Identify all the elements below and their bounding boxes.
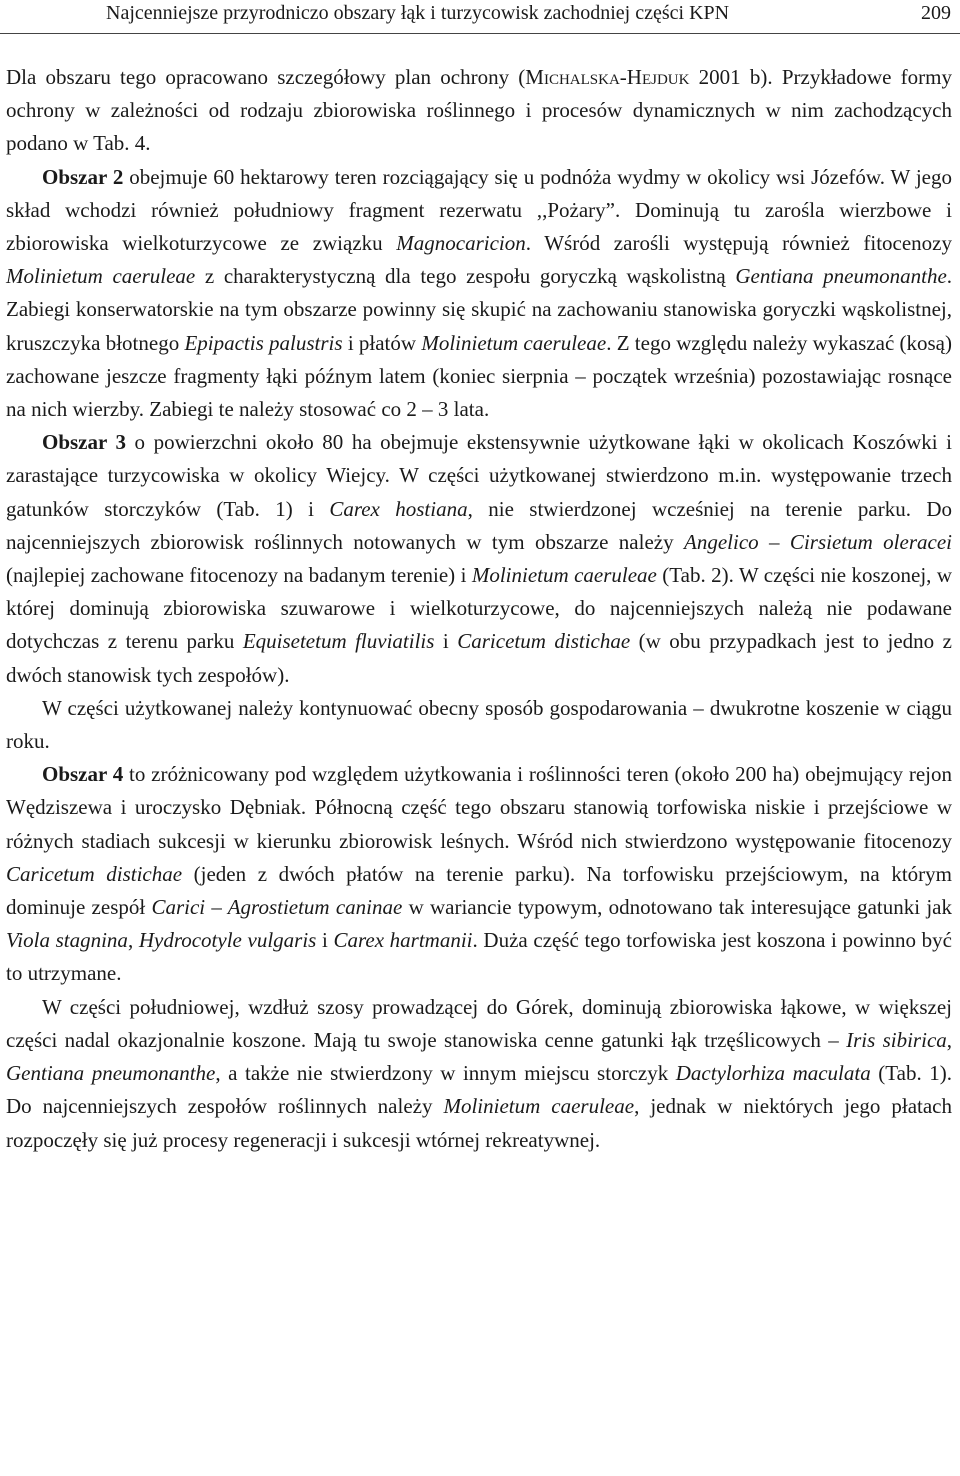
area-heading: Obszar 2 xyxy=(42,164,124,189)
paragraph-6: W części południowej, wzdłuż szosy prowadzącej do Górek, dominują zbiorowiska łąkowe, w większej części nadal okazjonalnie koszone. Mają tu swoje stanowiska cenne gatunki łąk trzęślicowych – Iris sibirica, Gentiana pneumonanthe, a także nie stwierdzony w innym miejscu storczyk Dactylorhiza maculata (Tab. 1). Do najcenniejszych zespołów roślinnych należy Molinietum caeruleae, jednak w niektórych jego płatach rozpoczęły się już procesy regeneracji i sukcesji wtórnej rekreatywnej. xyxy=(6,994,953,1152)
paragraph-4: W części użytkowanej należy kontynuować obecny sposób gospodarowania – dwukrotne koszenie w ciągu roku. xyxy=(6,695,952,754)
header-divider xyxy=(0,33,960,34)
running-header xyxy=(0,0,960,34)
paragraph-1: Dla obszaru tego opracowano szczegółowy plan ochrony (Michalska-Hejduk 2001 b). Przykładowe formy ochrony w zależności od rodzaju zbiorowiska roślinnego i procesów dynamicznych w nim zachodzących podano w Tab. 4. xyxy=(6,65,953,156)
running-title: Najcenniejsze przyrodniczo obszary łąk i turzycowisk zachodniej części KPN xyxy=(106,2,730,24)
paragraph-2: Obszar 2 obejmuje 60 hektarowy teren rozciągający się u podnóża wydmy w okolicy wsi Józefów. W jego skład wchodzi również południowy fragment rezerwatu ,,Pożary”. Dominują tu zarośla wierzbowe i zbiorowiska wielkoturzycowe ze związku Magnocaricion. Wśród zarośli występują również fitocenozy Molinietum caeruleae z charakterystyczną dla tego zespołu goryczką wąskolistną Gentiana pneumonanthe. Zabiegi konserwatorskie na tym obszarze powinny się skupić na zachowaniu stanowiska goryczki wąskolistnej, kruszczyka błotnego Epipactis palustris i płatów Molinietum caeruleae. Z tego względu należy wykaszać (kosą) zachowane jeszcze fragmenty łąki późnym latem (koniec sierpnia – początek września) pozostawiając rosnące na nich wierzby. Zabiegi te należy stosować co 2 – 3 lata. xyxy=(6,164,953,422)
paragraph-3: Obszar 3 o powierzchni około 80 ha obejmuje ekstensywnie użytkowane łąki w okolicach Koszówki i zarastające turzycowiska w okolicy Wiejcy. W części użytkowanej stwierdzono m.in. występowanie trzech gatunków storczyków (Tab. 1) i Carex hostiana, nie stwierdzonej wcześniej na terenie parku. Do najcenniejszych zbiorowisk roślinnych notowanych w tym obszarze należy Angelico – Cirsietum oleracei (najlepiej zachowane fitocenozy na badanym terenie) i Molinietum caeruleae (Tab. 2). W części nie koszonej, w której dominują zbiorowiska szuwarowe i wielkoturzycowe, do najcenniejszych należą nie podawane dotychczas z terenu parku Equisetetum fluviatilis i Caricetum distichae (w obu przypadkach jest to jedno z dwóch stanowisk tych zespołów). xyxy=(6,430,953,687)
page-number: 209 xyxy=(921,2,951,24)
area-heading: Obszar 3 xyxy=(42,430,126,455)
paragraph-5: Obszar 4 to zróżnicowany pod względem użytkowania i roślinności teren (około 200 ha) obejmujący rejon Wędziszewa i uroczysko Dębniak. Północną część tego obszaru stanowią torfowiska niskie i przejściowe w różnych stadiach sukcesji w kierunku zbiorowisk leśnych. Wśród nich stwierdzono występowanie fitocenozy Caricetum distichae (jeden z dwóch płatów na terenie parku). Na torfowisku przejściowym, na którym dominuje zespół Carici – Agrostietum caninae w wariancie typowym, odnotowano tak interesujące gatunki jak Viola stagnina, Hydrocotyle vulgaris i Carex hartmanii. Duża część tego torfowiska jest koszona i powinno być to utrzymane. xyxy=(6,762,952,986)
article-body xyxy=(6,61,952,1157)
cited-author: Michalska-Hejduk xyxy=(525,65,690,89)
area-heading: Obszar 4 xyxy=(42,762,124,787)
